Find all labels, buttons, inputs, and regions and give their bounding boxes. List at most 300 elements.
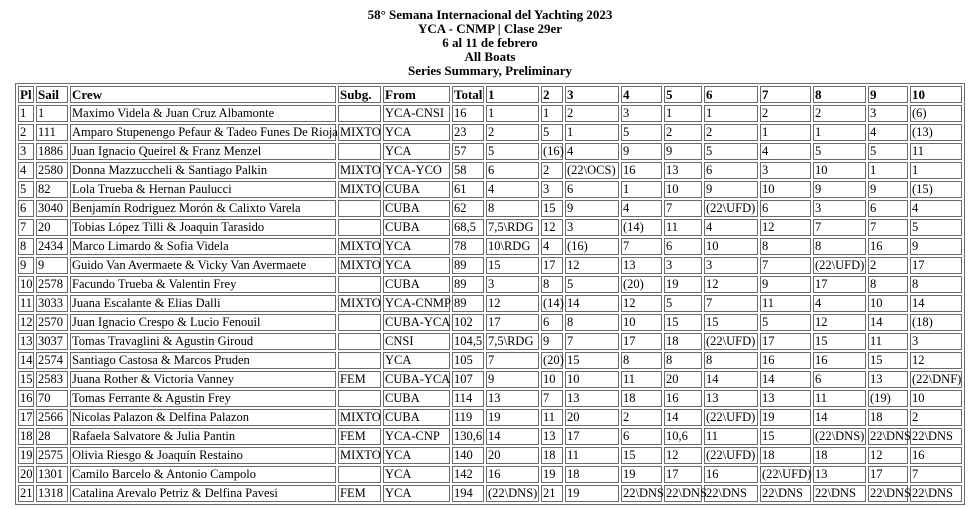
cell: Camilo Barcelo & Antonio Campolo	[70, 466, 336, 483]
table-row	[18, 352, 962, 369]
cell: 19	[664, 276, 702, 293]
cell: MIXTO	[340, 125, 381, 139]
cell: 20	[36, 219, 68, 236]
cell: 10	[621, 314, 662, 331]
cell: 114	[452, 390, 484, 407]
cell: 7	[704, 295, 758, 312]
cell: 17	[20, 410, 33, 424]
cell: 11	[20, 296, 33, 310]
cell: 14	[20, 353, 33, 367]
cell: 18	[664, 333, 702, 350]
date-line: 6 al 11 de febrero	[442, 35, 538, 50]
cell: 21	[541, 485, 563, 502]
title-block	[0, 0, 980, 78]
table-row	[18, 390, 962, 407]
table-row	[18, 333, 962, 350]
cell: 19	[20, 448, 33, 462]
cell: FEM	[338, 485, 381, 502]
cell: 13	[664, 162, 702, 179]
cell: 15	[760, 428, 811, 445]
cell: 8	[541, 276, 563, 293]
cell: 5	[565, 276, 619, 293]
column-header-6: 6	[704, 86, 758, 103]
cell: 1	[541, 105, 563, 122]
cell: 1	[664, 105, 702, 122]
cell: 9	[813, 181, 866, 198]
cell: 1	[621, 181, 662, 198]
cell: 2	[621, 409, 662, 426]
cell: 68,5	[452, 219, 484, 236]
cell: 2	[565, 105, 619, 122]
column-header-pl: Pl	[18, 86, 34, 103]
cell: 1	[760, 124, 811, 141]
table-row	[18, 428, 962, 445]
cell: 13	[704, 390, 758, 407]
cell: YCA-CNSI	[383, 105, 450, 122]
cell: 2434	[36, 238, 68, 255]
cell: 7	[541, 390, 563, 407]
cell: 11	[868, 333, 908, 350]
table-row	[18, 200, 962, 217]
cell: 1318	[36, 485, 68, 502]
cell: 6	[664, 238, 702, 255]
cell: 9	[704, 181, 758, 198]
cell: 11	[910, 143, 962, 160]
cell: 2	[18, 124, 34, 141]
column-header-from: From	[383, 86, 450, 103]
cell: 18	[621, 390, 662, 407]
column-header-2: 2	[541, 86, 563, 103]
cell: 12	[621, 295, 662, 312]
cell: (22\DNS)	[815, 429, 865, 443]
cell: 22\DNS	[760, 485, 811, 502]
cell: 9	[621, 143, 662, 160]
column-header-subg: Subg.	[338, 86, 381, 103]
cell: 2	[910, 409, 962, 426]
cell: 9	[541, 333, 563, 350]
cell: 17	[868, 466, 908, 483]
cell: 17	[486, 314, 539, 331]
cell: 9	[910, 238, 962, 255]
cell	[338, 219, 381, 236]
cell: CUBA-YCA	[385, 315, 451, 329]
cell: Catalina Arevalo Petriz & Delfina Pavesi	[70, 485, 336, 502]
cell: 13	[565, 390, 619, 407]
cell: MIXTO	[340, 239, 381, 253]
cell: 6	[486, 162, 539, 179]
cell: 104,5	[454, 334, 483, 348]
cell: 5	[664, 295, 702, 312]
cell: 142	[452, 466, 484, 483]
cell: 18	[541, 447, 563, 464]
cell: 17	[541, 257, 563, 274]
cell: 89	[452, 295, 484, 312]
cell: 16	[20, 391, 33, 405]
cell: 107	[452, 371, 484, 388]
cell: 10	[565, 371, 619, 388]
cell	[338, 143, 381, 160]
cell: 4	[18, 162, 34, 179]
table-row	[18, 295, 962, 312]
cell	[338, 200, 381, 217]
cell: 8	[565, 314, 619, 331]
cell: 20	[486, 447, 539, 464]
column-header-total: Total	[454, 87, 483, 102]
cell: (22\UFD)	[704, 447, 758, 464]
cell: 3	[486, 276, 539, 293]
cell: Donna Mazzuccheli & Santiago Palkin	[70, 162, 336, 179]
cell: (22\DNS)	[488, 486, 538, 500]
cell: MIXTO	[340, 296, 381, 310]
cell: 18	[20, 429, 33, 443]
cell: 17	[813, 276, 866, 293]
cell: Guido Van Avermaete & Vicky Van Avermaete	[70, 257, 336, 274]
cell: 8	[621, 352, 662, 369]
cell: 28	[36, 428, 68, 445]
cell: 19	[486, 409, 539, 426]
cell: 3	[704, 257, 758, 274]
cell: 10	[868, 295, 908, 312]
cell: 2575	[36, 447, 68, 464]
cell: 7	[760, 257, 811, 274]
cell: 13	[621, 257, 662, 274]
cell: 6	[541, 314, 563, 331]
cell: 4	[621, 200, 662, 217]
cell	[338, 352, 381, 369]
table-row	[18, 219, 962, 236]
cell: 13	[813, 466, 866, 483]
cell: 22\DNS	[870, 429, 911, 443]
cell: 89	[452, 276, 484, 293]
cell: 10	[20, 277, 33, 291]
cell: 10\RDG	[486, 238, 539, 255]
column-header-sail: Sail	[36, 86, 68, 103]
cell	[338, 333, 381, 350]
table-row	[18, 276, 962, 293]
column-header-4: 4	[621, 86, 662, 103]
table-row	[18, 181, 962, 198]
table-row	[18, 257, 962, 274]
cell: 15	[868, 352, 908, 369]
cell: 7	[18, 219, 34, 236]
cell: CUBA	[383, 276, 450, 293]
cell: 61	[452, 181, 484, 198]
cell: Maximo Videla & Juan Cruz Albamonte	[70, 105, 336, 122]
cell: 62	[452, 200, 484, 217]
cell: 14	[486, 428, 539, 445]
cell: 4	[486, 181, 539, 198]
cell: Juana Escalante & Elias Dalli	[70, 295, 336, 312]
cell: 15	[664, 314, 702, 331]
cell: 12	[910, 352, 962, 369]
cell: YCA-CNP	[383, 428, 450, 445]
cell: 89	[452, 257, 484, 274]
cell: 5	[704, 143, 758, 160]
cell: Juan Ignacio Crespo & Lucio Fenouil	[70, 314, 336, 331]
cell: (19)	[868, 390, 908, 407]
cell: 2580	[36, 162, 68, 179]
cell: 14	[664, 409, 702, 426]
cell: 11	[621, 371, 662, 388]
cell: 14	[868, 314, 908, 331]
cell: 6	[760, 200, 811, 217]
cell: (18)	[910, 314, 962, 331]
cell: 14	[760, 371, 811, 388]
cell: 3	[621, 105, 662, 122]
cell: 14	[704, 371, 758, 388]
cell: 23	[452, 124, 484, 141]
cell: 13	[486, 390, 539, 407]
cell: 17	[664, 466, 702, 483]
header-row	[18, 86, 962, 103]
cell: 3	[664, 257, 702, 274]
cell: 2	[541, 162, 563, 179]
cell: CUBA	[383, 181, 450, 198]
cell: 194	[452, 485, 484, 502]
cell: CUBA	[383, 390, 450, 407]
cell: 5	[813, 143, 866, 160]
cell: 9	[664, 143, 702, 160]
cell: 1	[704, 105, 758, 122]
cell	[338, 314, 381, 331]
cell: 5	[541, 124, 563, 141]
table-row	[18, 485, 962, 502]
table-row	[18, 371, 962, 388]
cell: (22\UFD)	[762, 467, 812, 481]
cell: 16	[664, 390, 702, 407]
cell: Santiago Castosa & Marcos Pruden	[70, 352, 336, 369]
cell: 7,5\RDG	[486, 333, 539, 350]
cell: 2570	[36, 314, 68, 331]
cell: 4	[704, 219, 758, 236]
cell: 19	[760, 409, 811, 426]
table-row	[18, 314, 962, 331]
cell: 11	[541, 409, 563, 426]
cell: YCA	[383, 143, 450, 160]
cell: 17	[760, 333, 811, 350]
cell: 8	[813, 238, 866, 255]
cell: 12	[20, 315, 33, 329]
cell: 12	[813, 314, 866, 331]
cell: 10	[760, 181, 811, 198]
cell: 14	[910, 295, 962, 312]
cell: 8	[910, 276, 962, 293]
cell: 20	[20, 467, 33, 481]
cell: 8	[704, 352, 758, 369]
table-row	[18, 162, 962, 179]
cell: 3	[910, 333, 962, 350]
cell: Tomas Travaglini & Agustin Giroud	[70, 333, 336, 350]
cell: YCA	[383, 485, 450, 502]
cell: (15)	[910, 181, 962, 198]
cell: 7	[486, 352, 539, 369]
cell: 5	[760, 314, 811, 331]
cell: 3	[541, 181, 563, 198]
cell: 4	[760, 143, 811, 160]
cell: 1	[813, 124, 866, 141]
cell: 16	[452, 105, 484, 122]
cell: 20	[664, 371, 702, 388]
cell: YCA	[383, 352, 450, 369]
cell: FEM	[338, 428, 381, 445]
cell: YCA-CNMP	[385, 296, 451, 310]
column-header-9: 9	[868, 86, 908, 103]
cell: 5	[910, 219, 962, 236]
cell: 10	[910, 390, 962, 407]
cell: Nicolas Palazon & Delfina Palazon	[70, 409, 336, 426]
cell: 15	[565, 352, 619, 369]
cell: (13)	[910, 124, 962, 141]
cell: 12	[486, 295, 539, 312]
cell: 6	[565, 181, 619, 198]
cell: 6	[813, 371, 866, 388]
cell: 3	[18, 143, 34, 160]
cell: 9	[760, 276, 811, 293]
cell: 10	[541, 371, 563, 388]
cell: 22\DNS	[623, 486, 664, 500]
cell: 15	[486, 257, 539, 274]
cell: 7	[868, 219, 908, 236]
cell: 13	[868, 371, 908, 388]
cell: 2	[868, 257, 908, 274]
cell: 5	[868, 143, 908, 160]
cell: (16)	[543, 144, 564, 158]
cell: 1301	[36, 466, 68, 483]
cell: 16	[621, 162, 662, 179]
cell: 4	[565, 143, 619, 160]
cell: 2574	[36, 352, 68, 369]
cell: 5	[486, 143, 539, 160]
cell: CNSI	[383, 333, 450, 350]
cell: 19	[621, 466, 662, 483]
cell: YCA-YCO	[383, 162, 450, 179]
cell: 1	[486, 105, 539, 122]
cell: 18	[868, 409, 908, 426]
cell: 7	[910, 466, 962, 483]
table-row	[18, 238, 962, 255]
cell: 6	[868, 200, 908, 217]
cell: Lola Trueba & Hernan Paulucci	[70, 181, 336, 198]
cell: YCA	[383, 124, 450, 141]
results-table	[15, 83, 965, 505]
cell: 1	[910, 162, 962, 179]
cell: Tobias López Tilli & Joaquin Tarasido	[70, 219, 336, 236]
cell: MIXTO	[340, 448, 381, 462]
cell: CUBA	[383, 219, 450, 236]
table-row	[18, 124, 962, 141]
cell	[338, 105, 381, 122]
series-summary-line: Series Summary, Preliminary	[407, 63, 573, 78]
cell: 15	[704, 314, 758, 331]
cell: 11	[664, 219, 702, 236]
cell: 7,5\RDG	[486, 219, 539, 236]
cell: 8	[868, 276, 908, 293]
cell: Tomas Ferrante & Agustin Frey	[70, 390, 336, 407]
cell: 7	[664, 200, 702, 217]
cell: 58	[452, 162, 484, 179]
cell: 11	[704, 428, 758, 445]
cell: 10,6	[664, 428, 702, 445]
cell: YCA	[383, 257, 450, 274]
table-row	[18, 466, 962, 483]
column-header-8: 8	[813, 86, 866, 103]
column-header-7: 7	[760, 86, 811, 103]
cell: 18	[760, 447, 811, 464]
cell: 16	[760, 352, 811, 369]
cell: 2	[704, 124, 758, 141]
cell: 22\DNS	[910, 485, 962, 502]
cell: 9	[486, 371, 539, 388]
cell: 13	[760, 390, 811, 407]
cell: 16	[910, 447, 962, 464]
cell: 11	[565, 447, 619, 464]
column-header-5: 5	[664, 86, 702, 103]
event-title: 58° Semana Internacional del Yachting 2023	[367, 7, 613, 22]
cell: 17	[621, 333, 662, 350]
cell: 2	[760, 105, 811, 122]
cell: (22\UFD)	[704, 333, 758, 350]
table-row	[18, 105, 962, 122]
cell: 22\DNS	[910, 428, 962, 445]
cell: 5	[18, 181, 34, 198]
cell: (22\UFD)	[815, 258, 865, 272]
cell: 16	[486, 466, 539, 483]
cell: (16)	[565, 238, 619, 255]
cell: MIXTO	[340, 182, 381, 196]
cell: 10	[664, 181, 702, 198]
cell: 6	[18, 200, 34, 217]
cell: 22\DNS	[704, 485, 758, 502]
cell: (22\DNF)	[912, 372, 962, 386]
cell: 16	[813, 352, 866, 369]
cell: (22\UFD)	[704, 409, 758, 426]
cell: 2	[664, 124, 702, 141]
cell: YCA	[383, 466, 450, 483]
cell: (14)	[543, 296, 564, 310]
cell: 4	[910, 200, 962, 217]
cell: MIXTO	[340, 410, 381, 424]
cell: MIXTO	[340, 163, 381, 177]
cell: 8	[486, 200, 539, 217]
cell: 140	[452, 447, 484, 464]
cell: 7	[565, 333, 619, 350]
cell: 3033	[36, 295, 68, 312]
cell: 18	[565, 466, 619, 483]
cell: 5	[621, 124, 662, 141]
cell: CUBA	[383, 200, 450, 217]
cell: 21	[20, 486, 33, 500]
cell: 4	[813, 295, 866, 312]
cell: 7	[621, 238, 662, 255]
column-header-1: 1	[486, 86, 539, 103]
cell: (14)	[621, 219, 662, 236]
cell: Amparo Stupenengo Pefaur & Tadeo Funes De Rioja	[72, 125, 338, 139]
column-header-10: 10	[910, 86, 962, 103]
cell: 119	[452, 409, 484, 426]
cell: 2578	[36, 276, 68, 293]
cell: (20)	[543, 353, 564, 367]
cell: 8	[760, 238, 811, 255]
cell: 22\DNS	[813, 485, 866, 502]
cell: YCA	[383, 447, 450, 464]
table-row	[18, 143, 962, 160]
cell: 12	[868, 447, 908, 464]
cell	[338, 390, 381, 407]
cell: 12	[664, 447, 702, 464]
cell: 7	[813, 219, 866, 236]
cell: 14	[813, 409, 866, 426]
cell: 2566	[36, 409, 68, 426]
